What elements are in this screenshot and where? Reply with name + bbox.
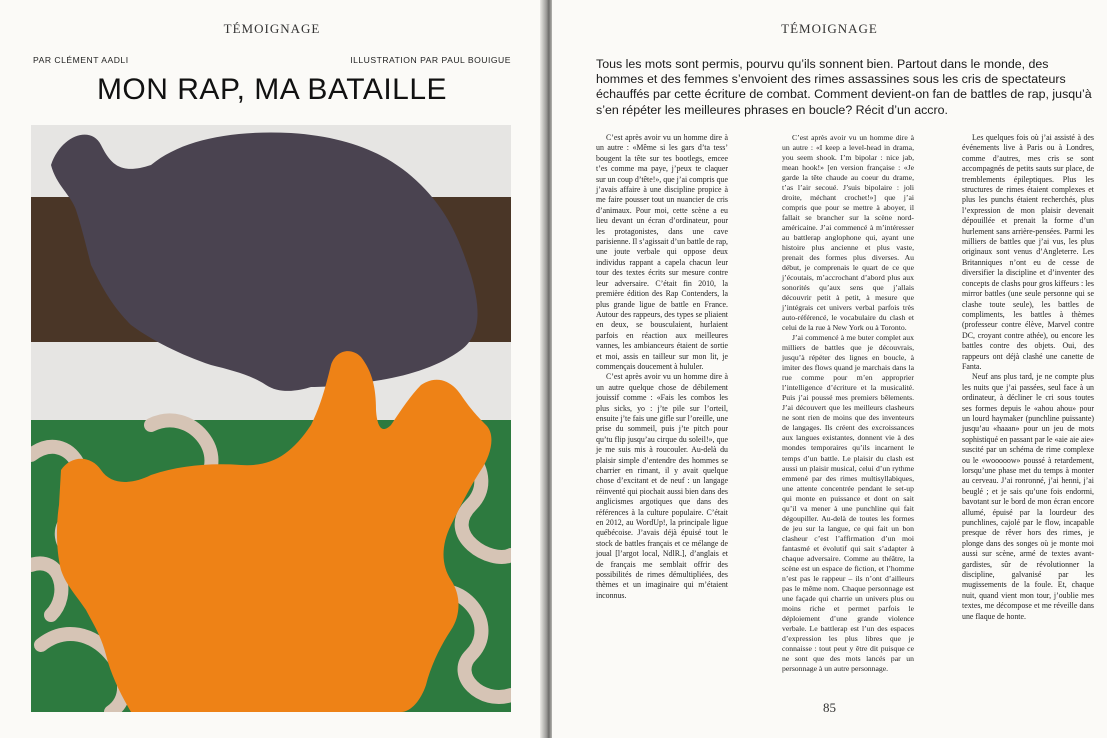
paragraph: Les quelques fois où j’ai assisté à des événements live à Paris ou à Londres, comme d’autres, mes cris se sont accompagnés de petits sauts sur place, de tremblements épileptiques. Plus les structures de rimes étaient complexes et plus les punchs étaient recherchés, plus l’expression de mon plaisir devenait dépouillée et prenait la forme d’un hurlement sans arrière-pensées. Parmi les milliers de battles que j’ai vus, les plus originaux sont venus d’Angleterre. Les Britanniques n’ont eu de cesse de diversifier la discipline et d’inventer des concepts de clashs pour gros kiffeurs : les mirror battles (une seule personne qui se clashe toute seule), les battles de compliments, les battles à thèmes (professeur contre élève, Marvel contre DC, croyant contre athée), ou encore les battles contre des objets. Oui, des rappeurs ont déjà clashé une canette de Fanta. xyxy=(962,133,1094,371)
text-column-2 xyxy=(782,133,914,674)
paragraph: C’est après avoir vu un homme dire à un autre : «Même si les gars d’ta tess’ bougent la tête sur tes bootlegs, emcee t’es comme ma paye, j’peux te claquer sur un coup d’tête!», que j’ai compris que j’avais affaire à une discipline propice à me faire pousser tout un nuancier de cris d’animaux. Pour moi, cette scène a eu lieu devant un écran d’ordinateur, pour les protagonistes, dans une cave parisienne. Il s’agissait d’un battle de rap, une joute verbale qui oppose deux individus rappant a capela chacun leur tour des textes écrits sur mesure contre leur adversaire. C’était fin 2010, la première édition des Rap Contenders, la plus grande ligue de battle en France. Autour des rappeurs, des types se pliaient en deux, se bousculaient, hurlaient parfois en réaction aux meilleures vannes, les ambianceurs étaient de sortie et moi, assis en tailleur sur mon lit, je commençais doucement à hululer. xyxy=(596,133,728,371)
paragraph: Neuf ans plus tard, je ne compte plus les nuits que j’ai passées, seul face à un ordinateur, à décliner le cri sous toutes ses formes depuis le «ahou ahou» pour un lourd haymaker (punchline puissante) jusqu’au «haaan» pour un jeu de mots sophistiqué en passant par le «aie aie aie» suscité par un schéma de rime complexe ou le «wooooow» poussé à retardement, lorsqu’une phase met du temps à monter au cerveau. J’ai ronronné, j’ai henni, j’ai beuglé ; et je sais qu’une fois endormi, bavotant sur le bord de mon écran encore allumé, épuisé par la lourdeur des punchlines, cajolé par le flow, incapable presque de rêver hors des rimes, je plonge dans des songes où je monte moi aussi sur scène, armé de textes avant-gardistes, sûr de révolutionner la discipline, galvanisé par les mugissements de la foule. Et, chaque nuit, quand vient mon tour, j’oublie mes textes, me décompose et me réveille dans une flaque de honte. xyxy=(962,372,1094,621)
paragraph: C’est après avoir vu un homme dire à un autre : «I keep a level-head in drama, you seem shook. I’m bipolar : nice jab, mean hook!» [en version française : «Je garde la tête chaude au coeur du drame, t’as l’air secoué. J’suis bipolaire : joli droite, méchant crochet!»] que j’ai compris que pour se mettre à aboyer, il fallait se brancher sur la scène nord-américaine. J’ai commencé à m’intéresser au battlerap anglophone qui, ayant une histoire plus ancienne et plus vaste, prenait des formes plus diverses. Au début, je comprenais le quart de ce que j’écoutais, m’accrochant d’abord plus aux sonorités qu’aux sens que j’allais découvrir petit à petit, à mesure que j’intégrais cet univers verbal parfois très auto-référencé, le vocabulaire du clash et celui de la rue à New York ou à Toronto. xyxy=(782,133,914,333)
text-column-3 xyxy=(962,133,1094,622)
page-number: 85 xyxy=(823,700,836,715)
illustration-credit: ILLUSTRATION PAR PAUL BOUIGUE xyxy=(350,55,511,65)
text-column-1 xyxy=(596,133,728,601)
article-lede: Tous les mots sont permis, pourvu qu’ils sonnent bien. Partout dans le monde, des hommes et des femmes s’envoient des rimes assassines sous les cris de spectateurs échauffés par cette écriture de combat. Comment devient-on fan de battles de rap, jusqu’à s’en répéter les meilleures phrases en boucle? Récit d’un accro. xyxy=(596,57,1092,117)
byline: PAR CLÉMENT AADLI xyxy=(33,55,129,65)
cat-illustration xyxy=(31,125,511,712)
running-head: TÉMOIGNAGE xyxy=(781,21,878,36)
paragraph: J’ai commencé à me buter complet aux milliers de battles que je découvrais, jusqu’à répéter des lignes en boucle, à imiter des flows quand je marchais dans la rue comme pour m’en approprier l’intelligence d’écriture et la musicalité. Puis j’ai poussé mes premiers bêlements. J’ai découvert que les meilleurs clasheurs ne sont rien de moins que des inventeurs de langages. Ils créent des excroissances aux langues existantes, donnent vie à des mondes temporaires qu’ils incarnent le temps d’un battle. Le plaisir du clash est aussi un plaisir musical, celui d’un rythme emmené par des rimes multisyllabiques, une attente concentrée pendant le set-up qui monte en puissance et dont on sait qu’il va mener à une punchline qui fait dégoupiller. Au-delà de toutes les formes de jeu sur la langue, ce qui fait un bon clasheur c’est l’affirmation d’un moi fantasmé et évolutif qui sait s’adapter à chaque adversaire. Comme au théâtre, la scène est un espace de fiction, et l’homme n’est pas le rappeur – ils n’ont d’ailleurs pas le même nom. Chaque personnage est une façade qui charrie un univers plus ou moins riche et permet parfois le déploiement d’une grande violence verbale. Le battlerap est l’un des espaces d’expression les plus libres que je connaisse : tout peut y être dit puisque ce ne sont que des mots lancés par un personnage à un autre personnage. xyxy=(782,333,914,673)
running-head: TÉMOIGNAGE xyxy=(223,21,321,36)
paragraph: C’est après avoir vu un homme dire à un autre quelque chose de débilement jouissif comme : «Fais les combos les plus sicks, yo : j’te pile sur l’orteil, ensuite j’te fais une gifle sur l’oreille, une prise du sommeil, puis j’te pitch pour qu’tu flip jusqu’au cirque du soleil!», que je me suis mis à roucouler. Au-delà du plaisir simple d’entendre des hommes se charrier en rimant, il y avait quelque chose d’excitant et de neuf : un langage réinventé qui piochait aussi bien dans des anglicismes argotiques que dans des références à la culture populaire. C’était en 2012, au WordUp!, la principale ligue québécoise. J’avais déjà épuisé tout le stock de battles français et ce mélange de joual [l’argot local, NdlR.], d’anglais et de français me semblait offrir des possibilités de rimes démultipliées, des thèmes et un imaginaire qui m’étaient inconnus. xyxy=(596,372,728,600)
article-title: MON RAP, MA BATAILLE xyxy=(96,73,448,106)
right-page xyxy=(552,0,1107,738)
left-page xyxy=(0,0,544,738)
